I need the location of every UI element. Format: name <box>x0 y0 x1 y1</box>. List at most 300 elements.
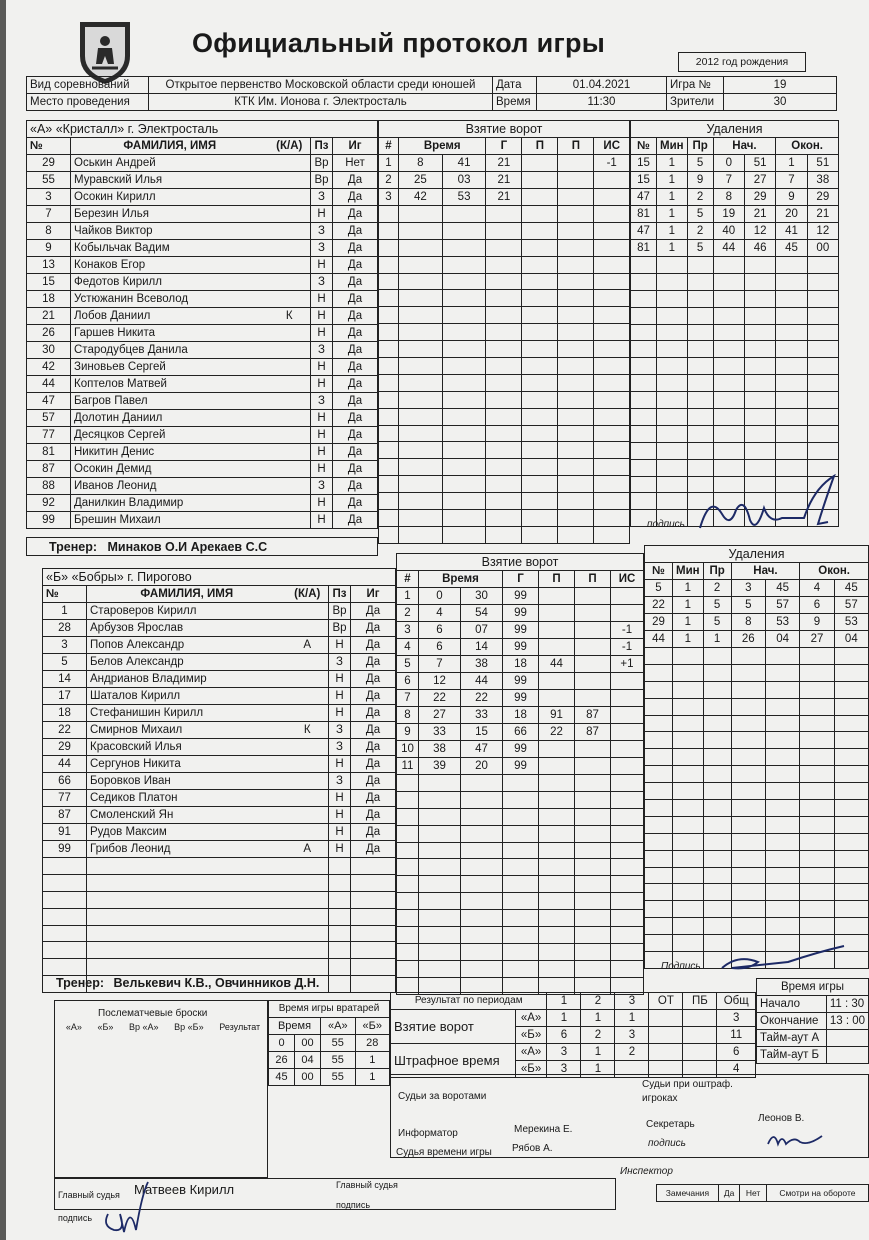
goal-assist-1 <box>538 775 574 792</box>
team-b-player-row <box>43 637 396 654</box>
goal-judges-label: Судьи за воротами <box>398 1091 487 1102</box>
player-number: 17 <box>43 688 87 705</box>
team-b-goal-row <box>397 656 644 673</box>
player-played: Да <box>333 393 378 410</box>
goal-number <box>379 273 399 290</box>
player-played: Да <box>351 790 396 807</box>
goal-minute <box>419 876 461 893</box>
penalty-start-min <box>713 442 744 459</box>
goal-number <box>397 825 419 842</box>
goal-number <box>397 943 419 960</box>
goal-assist-2 <box>574 775 610 792</box>
penalty-minutes <box>673 732 704 749</box>
team-b-penalty-row <box>645 918 869 935</box>
penalty-player <box>645 884 673 901</box>
team-a-player-row <box>27 410 378 427</box>
player-position <box>329 976 351 993</box>
team-b-coach-row <box>56 976 319 990</box>
team-a-goal-row <box>379 526 630 543</box>
goal-assist-1 <box>538 605 574 622</box>
team-a-goal-row <box>379 459 630 476</box>
team-a-penalties <box>630 120 839 527</box>
goal-number: 6 <box>397 673 419 690</box>
goal-assist-2: 87 <box>574 707 610 724</box>
penalty-reason <box>703 681 731 698</box>
goal-col-hash: # <box>379 138 399 155</box>
goalie-row: 1 <box>355 1069 389 1086</box>
goal-strength <box>594 172 630 189</box>
player-name: Староверов Кирилл <box>87 603 287 620</box>
penalty-end-min <box>776 257 807 274</box>
team-b-player-row <box>43 756 396 773</box>
goal-assist-2: 87 <box>574 724 610 741</box>
player-name: Оськин Андрей <box>71 155 269 172</box>
player-captain-mark <box>287 620 329 637</box>
penalty-end-sec <box>807 257 838 274</box>
team-b-roster <box>42 568 396 993</box>
goal-second <box>442 206 486 223</box>
penalty-minutes: 1 <box>673 631 704 648</box>
timeout-a-label: Тайм-аут А <box>757 1030 827 1047</box>
goal-minute <box>399 526 443 543</box>
goal-scorer <box>502 893 538 910</box>
game-start-label: Начало <box>757 996 827 1013</box>
goal-scorer <box>486 222 522 239</box>
player-number: 42 <box>27 359 71 376</box>
goal-assist-1: 91 <box>538 707 574 724</box>
goal-number <box>379 290 399 307</box>
player-captain-mark <box>287 908 329 925</box>
goal-second <box>460 859 502 876</box>
penalty-reason <box>687 358 713 375</box>
goalie-row: 00 <box>295 1035 321 1052</box>
penalty-start-min <box>731 749 765 766</box>
player-name: Стародубцев Данила <box>71 342 269 359</box>
player-played <box>351 908 396 925</box>
team-b-penalty-row <box>645 681 869 698</box>
goalie-col-time: Время <box>269 1018 321 1035</box>
penalty-end-min <box>776 324 807 341</box>
player-played: Да <box>351 807 396 824</box>
player-number: 30 <box>27 342 71 359</box>
goal-scorer <box>486 408 522 425</box>
player-captain-mark <box>287 705 329 722</box>
goal-assist-1 <box>522 206 558 223</box>
remarks-yes: Да <box>718 1185 739 1202</box>
penalty-minutes <box>657 392 688 409</box>
col-ig: Иг <box>333 138 378 155</box>
player-name: Стефанишин Кирилл <box>87 705 287 722</box>
player-captain-mark <box>287 824 329 841</box>
penalty-end-sec <box>834 681 868 698</box>
period-col: Общ <box>717 993 756 1010</box>
goal-scorer <box>486 273 522 290</box>
goal-assist-1 <box>522 358 558 375</box>
period-cell <box>649 1027 683 1044</box>
game-end-value: 13 : 00 <box>826 1013 868 1030</box>
penalty-end-sec <box>834 850 868 867</box>
player-name: Коптелов Матвей <box>71 376 269 393</box>
goal-scorer <box>486 425 522 442</box>
team-a-penalties-title: Удаления <box>631 121 839 138</box>
penalty-start-sec <box>765 648 799 665</box>
player-position: Н <box>311 325 333 342</box>
player-played: Да <box>333 257 378 274</box>
b-goal-col-p1: П <box>538 571 574 588</box>
penalty-start-min <box>731 816 765 833</box>
goal-strength <box>610 758 643 775</box>
team-b-penalty-row <box>645 901 869 918</box>
penalty-end-min <box>800 850 834 867</box>
penalty-player <box>645 918 673 935</box>
goalie-col-a: «А» <box>321 1018 356 1035</box>
penalty-start-min <box>731 732 765 749</box>
penalty-start-sec <box>765 749 799 766</box>
goalie-row: 04 <box>295 1052 321 1069</box>
penalty-start-min <box>713 375 744 392</box>
team-a-player-row <box>27 223 378 240</box>
player-captain-mark: А <box>287 637 329 654</box>
penalty-minutes <box>657 341 688 358</box>
penalty-minutes <box>673 816 704 833</box>
period-cell: 3 <box>717 1010 756 1027</box>
goal-minute: 25 <box>399 172 443 189</box>
penalty-end-sec <box>834 749 868 766</box>
penalty-end-sec <box>807 409 838 426</box>
team-a-goal-row <box>379 442 630 459</box>
penalty-start-min <box>713 392 744 409</box>
goal-scorer <box>486 358 522 375</box>
goal-col-p1: П <box>522 138 558 155</box>
goal-assist-2 <box>574 588 610 605</box>
player-number <box>43 942 87 959</box>
goal-col-p2: П <box>558 138 594 155</box>
penalty-player <box>645 648 673 665</box>
period-cell: 1 <box>615 1010 649 1027</box>
player-number: 87 <box>43 807 87 824</box>
penalty-end-min: 20 <box>776 206 807 223</box>
secretary-label: Секретарь <box>646 1119 695 1130</box>
goal-assist-1 <box>538 943 574 960</box>
goal-minute: 33 <box>419 724 461 741</box>
player-number: 3 <box>43 637 87 654</box>
penalty-end-min <box>800 867 834 884</box>
player-position: Вр <box>329 603 351 620</box>
goalie-row: 26 <box>269 1052 295 1069</box>
goal-scorer <box>486 493 522 510</box>
player-captain-mark <box>269 393 311 410</box>
team-b-player-row <box>43 824 396 841</box>
penalty-start-min <box>731 800 765 817</box>
player-played: Да <box>333 376 378 393</box>
period-cell: 1 <box>581 1061 615 1078</box>
penalty-minutes <box>673 884 704 901</box>
goal-assist-1 <box>538 673 574 690</box>
player-name: Березин Илья <box>71 206 269 223</box>
player-number: 47 <box>27 393 71 410</box>
goal-strength <box>594 374 630 391</box>
penalty-minutes <box>673 901 704 918</box>
player-number: 44 <box>43 756 87 773</box>
penalty-player <box>645 664 673 681</box>
goal-number <box>379 408 399 425</box>
goal-assist-1 <box>538 690 574 707</box>
team-b-player-row <box>43 705 396 722</box>
goal-number: 5 <box>397 656 419 673</box>
goal-assist-2 <box>558 222 594 239</box>
penalty-end-min <box>800 833 834 850</box>
penalty-reason <box>687 341 713 358</box>
player-captain-mark <box>269 478 311 495</box>
team-a-penalty-row <box>631 442 839 459</box>
date-label: Дата <box>493 77 537 94</box>
team-a-goal-row <box>379 341 630 358</box>
penalty-start-sec <box>744 442 775 459</box>
player-played: Да <box>351 773 396 790</box>
penalty-end-min <box>800 783 834 800</box>
goal-scorer <box>502 910 538 927</box>
goal-assist-2 <box>574 943 610 960</box>
penalty-reason: 1 <box>703 631 731 648</box>
goal-number <box>397 842 419 859</box>
goal-second <box>460 960 502 977</box>
player-played: Да <box>351 637 396 654</box>
goal-assist-2 <box>574 859 610 876</box>
player-played: Да <box>351 739 396 756</box>
player-played: Да <box>333 444 378 461</box>
player-number: 77 <box>27 427 71 444</box>
pen-col-start: Нач. <box>713 138 776 155</box>
goal-assist-2 <box>574 808 610 825</box>
goal-strength <box>610 605 643 622</box>
penalty-minutes <box>673 749 704 766</box>
penalty-end-min <box>800 648 834 665</box>
goal-assist-1 <box>538 910 574 927</box>
penalty-minutes <box>657 476 688 493</box>
penalty-reason <box>703 783 731 800</box>
player-name <box>87 959 287 976</box>
goalie-row: 45 <box>269 1069 295 1086</box>
team-a-player-row <box>27 155 378 172</box>
goal-scorer: 99 <box>502 758 538 775</box>
b-col-no: № <box>43 586 87 603</box>
pen-col-pr: Пр <box>687 138 713 155</box>
penalty-player <box>631 425 657 442</box>
spectators-label: Зрители <box>667 94 724 111</box>
player-captain-mark <box>269 291 311 308</box>
player-position <box>329 858 351 875</box>
penalty-minutes: 1 <box>657 206 688 223</box>
year-label: 2012 год рождения <box>695 56 789 68</box>
goal-second <box>442 391 486 408</box>
penalty-start-sec <box>744 290 775 307</box>
player-position <box>329 908 351 925</box>
team-a-goal-row <box>379 307 630 324</box>
penalty-minutes <box>673 935 704 952</box>
team-a-goal-row <box>379 256 630 273</box>
goal-assist-1 <box>522 510 558 527</box>
player-name: Шаталов Кирилл <box>87 688 287 705</box>
player-played: Да <box>351 824 396 841</box>
goal-minute <box>399 408 443 425</box>
player-number <box>43 874 87 891</box>
goal-second <box>442 358 486 375</box>
pen-col-no: № <box>631 138 657 155</box>
team-b-penalty-row <box>645 833 869 850</box>
goal-second <box>442 341 486 358</box>
b-col-pz: Пз <box>329 586 351 603</box>
team-b-goal-row <box>397 927 644 944</box>
penalty-reason <box>703 698 731 715</box>
venue-value: КТК Им. Ионова г. Электросталь <box>149 94 493 111</box>
goal-assist-2 <box>558 172 594 189</box>
goal-minute: 6 <box>419 622 461 639</box>
team-b-player-row <box>43 925 396 942</box>
penalty-player <box>645 816 673 833</box>
goal-scorer: 99 <box>502 690 538 707</box>
team-b-coach-label: Тренер: <box>56 976 105 990</box>
penalty-start-sec <box>765 681 799 698</box>
goalie-row: 28 <box>355 1035 389 1052</box>
team-b-player-row <box>43 620 396 637</box>
goal-number <box>379 341 399 358</box>
goal-strength <box>594 239 630 256</box>
penalty-start-sec <box>765 901 799 918</box>
player-captain-mark <box>287 790 329 807</box>
player-position: Н <box>329 824 351 841</box>
player-played <box>351 959 396 976</box>
goal-scorer <box>502 943 538 960</box>
period-cell: 3 <box>547 1044 581 1061</box>
team-a-goal-row <box>379 425 630 442</box>
penalty-reason <box>703 664 731 681</box>
period-col: ПБ <box>683 993 717 1010</box>
player-captain-mark <box>287 603 329 620</box>
goal-assist-1 <box>538 639 574 656</box>
goal-number: 7 <box>397 690 419 707</box>
period-cell: 1 <box>547 1010 581 1027</box>
team-b-goal-row <box>397 960 644 977</box>
team-a-player-row <box>27 172 378 189</box>
penalty-player: 81 <box>631 240 657 257</box>
team-b-penalty-row <box>645 597 869 614</box>
penalty-end-min <box>800 766 834 783</box>
penalty-start-sec <box>744 324 775 341</box>
team-a-player-row <box>27 495 378 512</box>
team-a-penalty-row <box>631 290 839 307</box>
goal-second <box>460 893 502 910</box>
penalty-end-sec <box>807 375 838 392</box>
goal-number <box>397 775 419 792</box>
penalty-end-sec <box>807 273 838 290</box>
player-name: Муравский Илья <box>71 172 269 189</box>
player-name: Никитин Денис <box>71 444 269 461</box>
goal-scorer: 66 <box>502 724 538 741</box>
penalty-minutes: 1 <box>657 155 688 172</box>
player-number: 55 <box>27 172 71 189</box>
penalty-player <box>645 698 673 715</box>
goal-scorer <box>502 808 538 825</box>
goal-scorer <box>486 476 522 493</box>
player-captain-mark <box>287 654 329 671</box>
goal-scorer: 99 <box>502 741 538 758</box>
penalty-minutes <box>657 290 688 307</box>
goal-scorer: 21 <box>486 189 522 206</box>
penalty-end-sec <box>807 341 838 358</box>
penalty-start-sec <box>765 816 799 833</box>
player-number: 26 <box>27 325 71 342</box>
goal-assist-1 <box>538 859 574 876</box>
b-pen-col-min: Мин <box>673 563 704 580</box>
penalty-start-sec: 51 <box>744 155 775 172</box>
goal-assist-1 <box>522 526 558 543</box>
penalty-start-min <box>731 884 765 901</box>
player-captain-mark <box>269 274 311 291</box>
penalty-end-sec <box>807 358 838 375</box>
goal-strength <box>594 290 630 307</box>
penalty-player <box>631 324 657 341</box>
penalty-end-sec: 53 <box>834 614 868 631</box>
team-a-player-row <box>27 308 378 325</box>
goal-assist-2 <box>574 960 610 977</box>
goal-assist-2 <box>574 825 610 842</box>
penalty-reason <box>703 715 731 732</box>
player-number: 5 <box>43 654 87 671</box>
team-a-player-row <box>27 359 378 376</box>
team-b-player-row <box>43 908 396 925</box>
penalty-reason: 2 <box>687 189 713 206</box>
penalty-start-min <box>713 358 744 375</box>
goal-number: 10 <box>397 741 419 758</box>
team-a-penalty-row <box>631 392 839 409</box>
goal-assist-1 <box>538 960 574 977</box>
player-number: 92 <box>27 495 71 512</box>
penalty-start-sec <box>765 884 799 901</box>
team-b-penalty-row <box>645 648 869 665</box>
chief-ref-value: Матвеев Кирилл <box>134 1182 235 1197</box>
goal-strength <box>610 943 643 960</box>
team-b-goal-row <box>397 707 644 724</box>
goalie-row: 55 <box>321 1069 356 1086</box>
goal-assist-2 <box>558 307 594 324</box>
shootout-col-b: «Б» <box>97 1022 114 1032</box>
goal-minute <box>419 775 461 792</box>
player-position: Н <box>311 308 333 325</box>
goal-second <box>460 842 502 859</box>
shootout-col-a: «А» <box>65 1022 82 1032</box>
team-a-penalty-row <box>631 240 839 257</box>
player-name <box>87 908 287 925</box>
goal-assist-1 <box>538 893 574 910</box>
team-a-player-row <box>27 325 378 342</box>
goal-assist-1 <box>522 425 558 442</box>
goal-number <box>379 526 399 543</box>
goal-second <box>442 273 486 290</box>
penalty-end-sec <box>834 766 868 783</box>
goal-number <box>379 222 399 239</box>
penalty-end-min <box>800 698 834 715</box>
penalty-reason: 5 <box>687 240 713 257</box>
goal-strength <box>594 341 630 358</box>
goal-number: 4 <box>397 639 419 656</box>
goal-second: 44 <box>460 673 502 690</box>
penalty-start-sec: 12 <box>744 223 775 240</box>
player-played: Нет <box>333 155 378 172</box>
goal-minute <box>399 510 443 527</box>
penalty-minutes <box>657 257 688 274</box>
player-name: Долотин Даниил <box>71 410 269 427</box>
team-b-coach-value: Велькевич К.В., Овчинников Д.Н. <box>113 976 320 990</box>
